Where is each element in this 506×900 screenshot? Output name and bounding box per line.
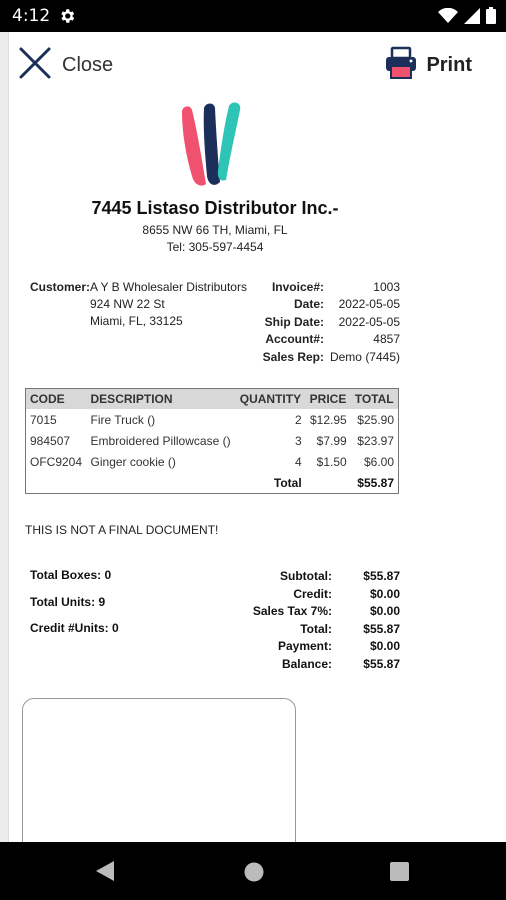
amount-summary <box>240 568 400 673</box>
cell-code: 7015 <box>30 412 57 427</box>
company-address: 8655 NW 66 TH, Miami, FL <box>142 223 288 237</box>
customer-line: 924 NW 22 St <box>90 297 165 311</box>
invoice-value: Demo (7445) <box>329 349 400 364</box>
unit-summary <box>30 568 119 648</box>
summary-label: Sales Tax 7%: <box>252 604 332 618</box>
signature-pad[interactable] <box>22 698 296 842</box>
summary-row <box>240 603 400 621</box>
invoice-value: 2022-05-05 <box>338 297 400 312</box>
summary-row <box>240 656 400 674</box>
invoice-value: 4857 <box>373 332 400 347</box>
cell-quantity: 2 <box>294 412 302 427</box>
customer-block <box>30 279 247 328</box>
cell-price: $12.95 <box>310 412 347 427</box>
cell-description: Fire Truck () <box>90 412 156 427</box>
invoice-label: Date: <box>293 297 324 312</box>
invoice-row <box>240 279 400 296</box>
header-price: PRICE <box>306 389 351 410</box>
summary-label: Balance: <box>281 656 332 671</box>
invoice-row <box>240 349 400 366</box>
credit-units: Credit #Units: 0 <box>30 621 119 635</box>
total-value: $55.87 <box>357 475 394 490</box>
summary-row <box>240 586 400 604</box>
invoice-row <box>240 296 400 313</box>
cell-total: $23.97 <box>357 433 394 448</box>
print-label: Print <box>426 54 472 76</box>
customer-line: A Y B Wholesaler Distributors <box>90 280 247 294</box>
summary-value: $55.87 <box>363 656 400 671</box>
close-x-icon <box>18 46 52 85</box>
invoice-row <box>240 314 400 331</box>
invoice-label: Account#: <box>265 332 324 347</box>
invoice-label: Ship Date: <box>264 314 324 329</box>
wifi-icon <box>438 8 458 29</box>
gear-icon <box>58 7 76 30</box>
navigation-bar <box>0 842 506 900</box>
summary-value: $55.87 <box>363 569 400 583</box>
table-header-row <box>26 389 399 410</box>
cell-code: OFC9204 <box>30 454 83 469</box>
invoice-page <box>0 32 506 842</box>
status-bar <box>0 0 506 32</box>
summary-value: $0.00 <box>369 604 400 618</box>
invoice-value: 1003 <box>373 280 400 294</box>
draft-notice: THIS IS NOT A FINAL DOCUMENT! <box>25 523 219 537</box>
signal-icon <box>464 8 480 29</box>
customer-label: Customer: <box>30 280 91 294</box>
invoice-row <box>240 331 400 348</box>
back-triangle-icon[interactable] <box>96 861 114 886</box>
print-button[interactable] <box>384 46 472 85</box>
table-row <box>26 409 399 430</box>
header-quantity: QUANTITY <box>236 389 306 410</box>
total-units: Total Units: 9 <box>30 594 106 609</box>
cell-price: $7.99 <box>316 433 347 448</box>
cell-description: Embroidered Pillowcase () <box>90 433 231 448</box>
invoice-details <box>240 279 400 366</box>
summary-row <box>240 568 400 586</box>
summary-value: $55.87 <box>363 621 400 636</box>
cell-total: $25.90 <box>357 412 394 427</box>
items-table <box>25 388 399 494</box>
home-circle-icon[interactable] <box>244 862 264 887</box>
close-label: Close <box>62 54 114 76</box>
battery-icon <box>486 7 496 29</box>
customer-line: Miami, FL, 33125 <box>90 314 183 328</box>
table-row <box>26 451 399 472</box>
summary-value: $0.00 <box>369 639 400 653</box>
cell-quantity: 3 <box>294 433 302 448</box>
summary-row <box>240 621 400 639</box>
summary-label: Payment: <box>277 639 332 653</box>
status-time: 4:12 <box>12 6 51 26</box>
page-edge <box>0 32 9 842</box>
summary-label: Subtotal: <box>280 569 332 583</box>
table-total-row <box>26 472 399 494</box>
summary-row <box>240 638 400 656</box>
status-icons <box>438 7 496 29</box>
invoice-value: 2022-05-05 <box>338 314 400 329</box>
company-phone: Tel: 305-597-4454 <box>166 240 264 254</box>
summary-value: $0.00 <box>369 586 400 601</box>
summary-label: Total: <box>300 621 332 636</box>
table-row <box>26 430 399 451</box>
total-label: Total <box>273 475 302 490</box>
cell-code: 984507 <box>30 433 71 448</box>
header-description: DESCRIPTION <box>87 389 236 410</box>
total-boxes: Total Boxes: 0 <box>30 568 112 582</box>
cell-quantity: 4 <box>294 454 302 469</box>
customer-address <box>90 279 247 330</box>
invoice-label: Invoice#: <box>271 280 324 294</box>
invoice-label: Sales Rep: <box>262 349 324 364</box>
summary-label: Credit: <box>293 586 332 601</box>
cell-price: $1.50 <box>316 454 347 469</box>
header-code: CODE <box>26 389 87 410</box>
header-total: TOTAL <box>351 389 399 410</box>
company-name: 7445 Listaso Distributor Inc.- <box>91 198 339 218</box>
printer-icon <box>384 46 418 85</box>
cell-total: $6.00 <box>363 454 394 469</box>
cell-description: Ginger cookie () <box>90 454 176 469</box>
brand-stripes-logo <box>180 100 246 195</box>
close-button[interactable] <box>18 46 113 85</box>
recent-square-icon[interactable] <box>390 862 409 886</box>
